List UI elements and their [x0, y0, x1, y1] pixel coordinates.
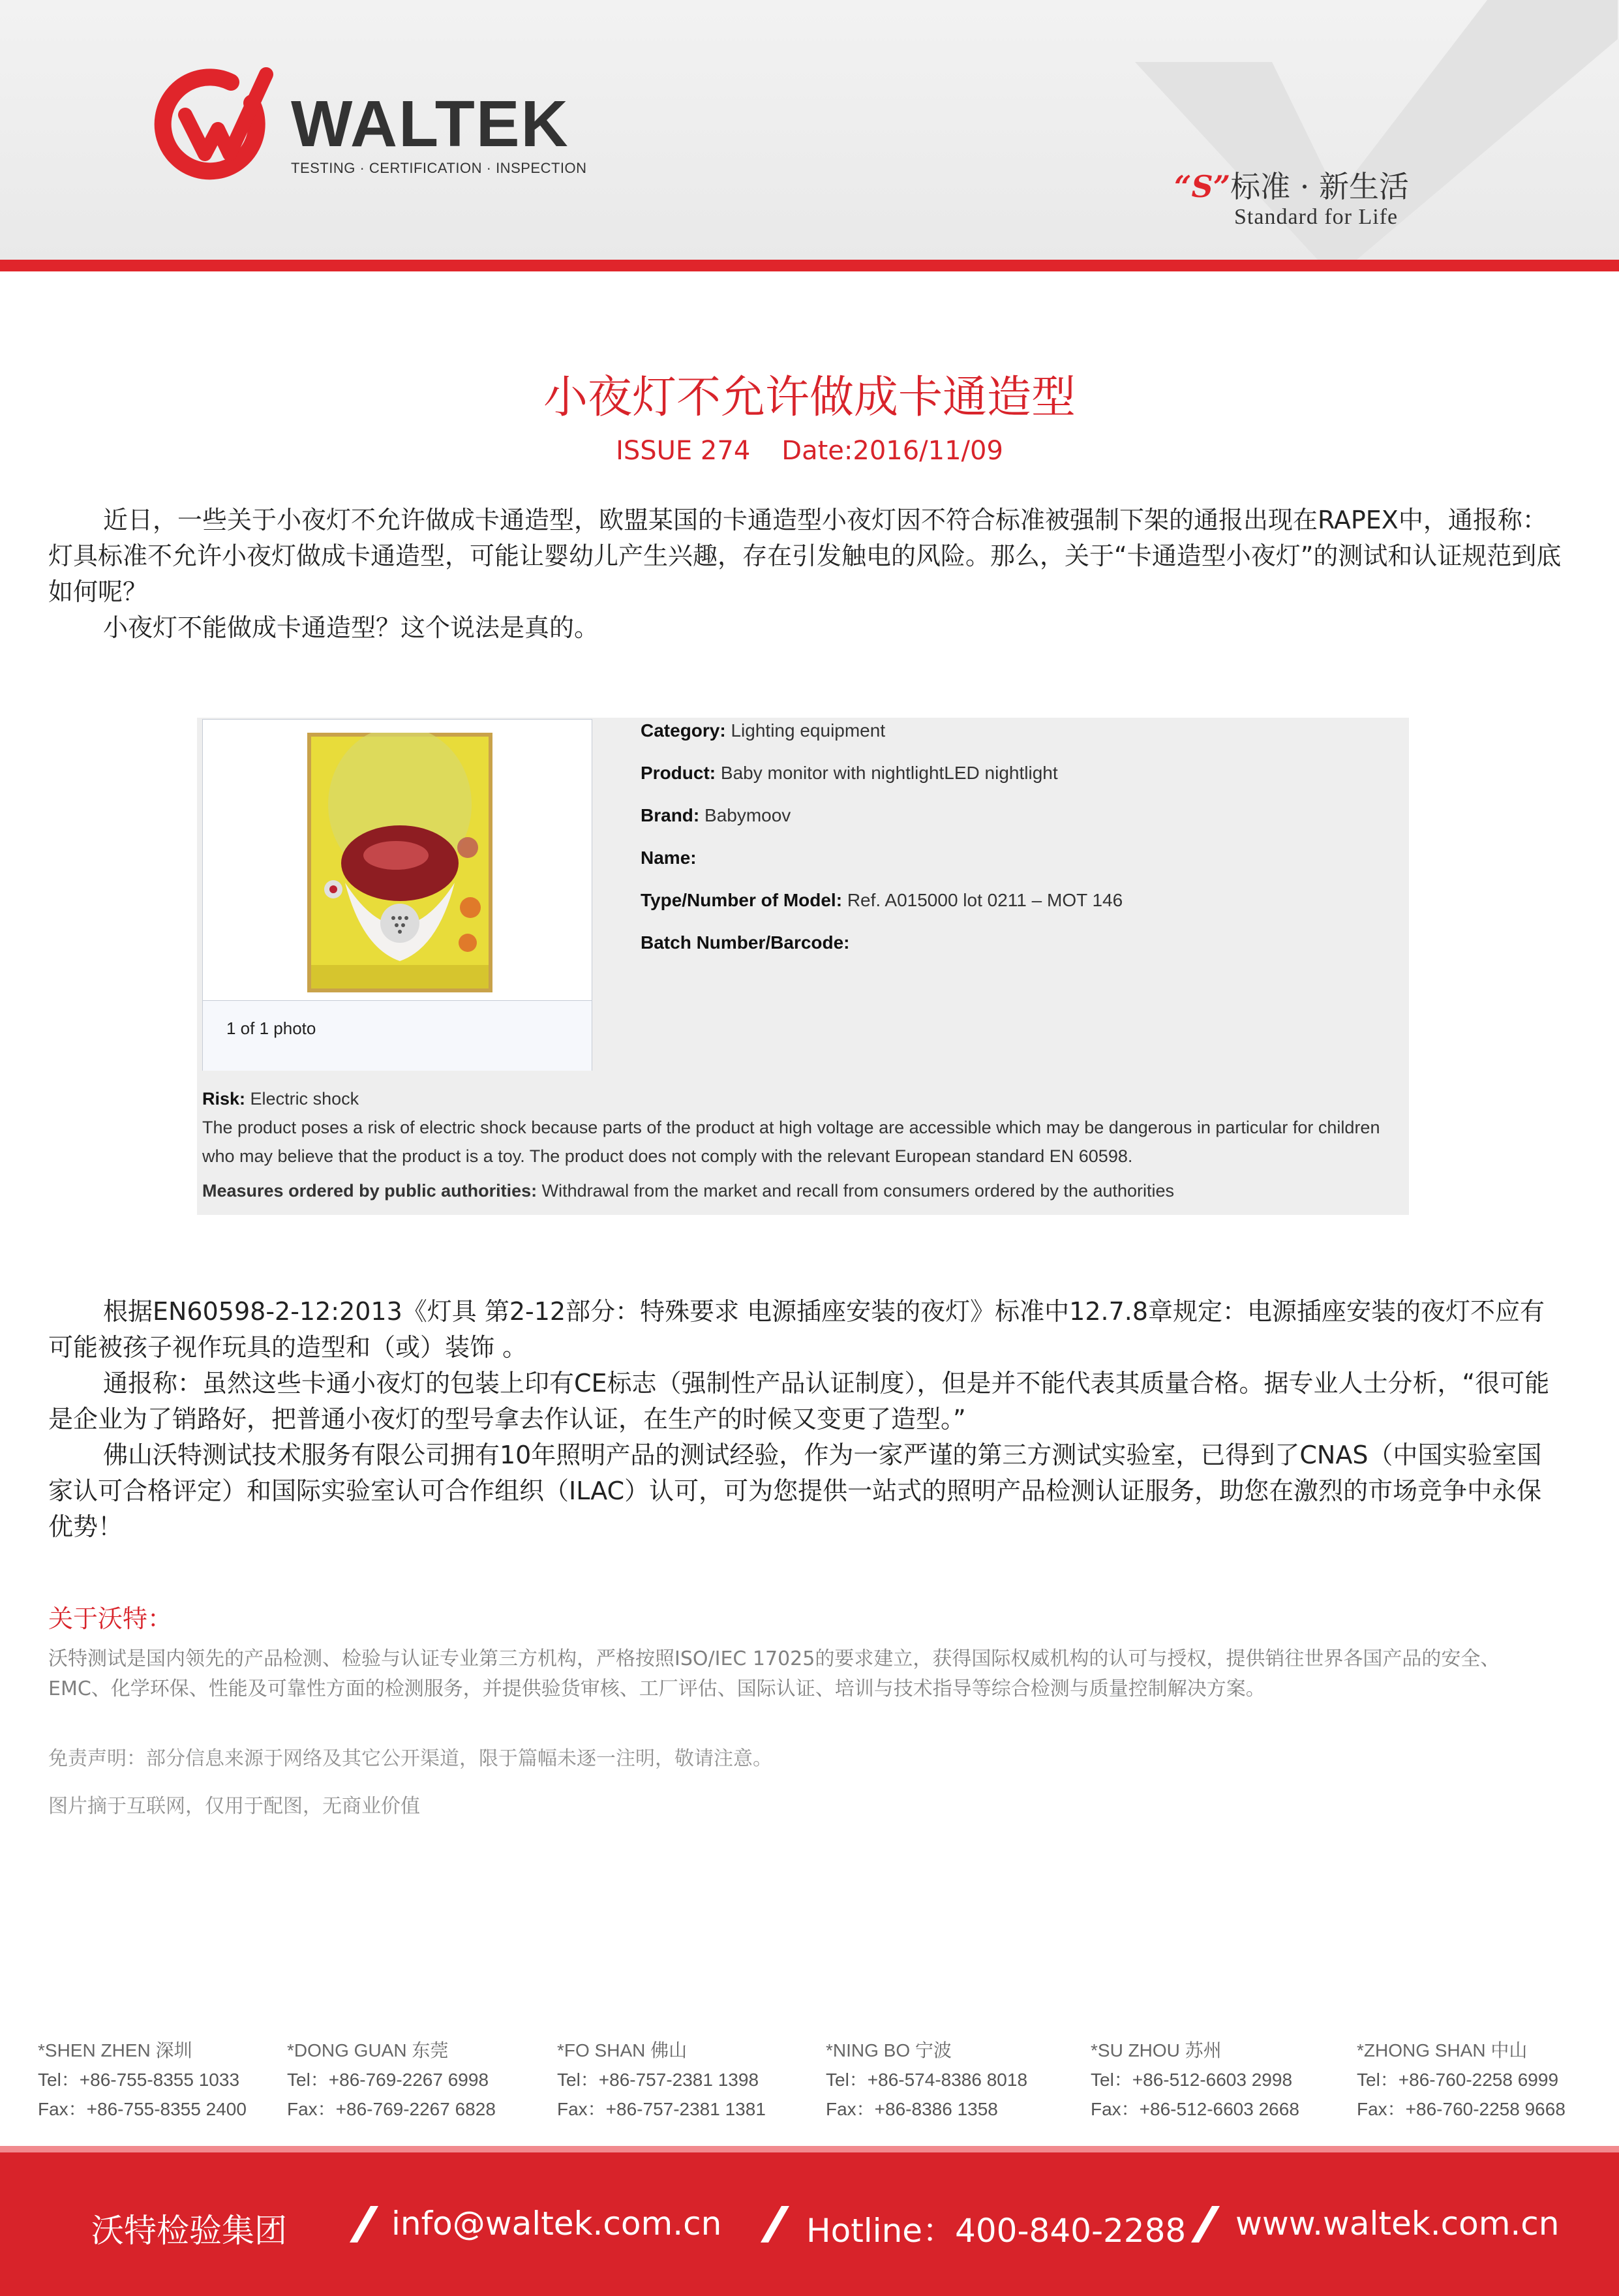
page-footer — [0, 2146, 1619, 2296]
office-tel: Tel：+86-757-2381 1398 — [557, 2070, 759, 2090]
slogan-mark-icon: S — [1191, 169, 1213, 204]
issue-line — [0, 436, 1619, 466]
office-zhongshan — [1357, 2036, 1566, 2124]
office-dongguan — [287, 2036, 496, 2124]
office-ningbo — [826, 2036, 1027, 2124]
body-paragraph-1: 根据EN60598-2-12:2013《灯具 第2-12部分：特殊要求 电源插座安装的夜灯》标准中12.7.8章规定：电源插座安装的夜灯不应有可能被孩子视作玩具的造型和（或）装饰 。 — [48, 1297, 1545, 1362]
slogan-en: Standard for Life — [1234, 205, 1399, 229]
footer-email[interactable]: info@waltek.com.cn — [391, 2205, 722, 2242]
slash-divider-icon — [1191, 2206, 1220, 2242]
article-title: 小夜灯不允许做成卡通造型 — [543, 372, 1076, 423]
brand-field — [641, 805, 791, 826]
risk-value: Electric shock — [250, 1089, 359, 1109]
page-header — [0, 0, 1619, 260]
office-shenzhen — [38, 2036, 247, 2124]
about-text: 沃特测试是国内领先的产品检测、检验与认证专业第三方机构，严格按照ISO/IEC 17025的要求建立，获得国际权威机构的认可与授权，提供销往世界各国产品的安全、EMC、化学环保、性能及可靠性方面的检测服务，并提供验货审核、工厂评估、国际认证、培训与技术指导等综合检测与质量控制解决方案。 — [48, 1647, 1500, 1700]
header-stripe — [0, 260, 1619, 271]
product-photo-image — [307, 733, 492, 992]
slogan-quote-close: ” — [1213, 169, 1231, 204]
office-tel: Tel：+86-755-8355 1033 — [38, 2070, 240, 2090]
brand-value: Babymoov — [704, 805, 791, 825]
office-foshan — [557, 2036, 766, 2124]
category-label: Category: — [641, 720, 726, 741]
measures-field — [202, 1181, 1402, 1201]
office-name: *DONG GUAN 东莞 — [287, 2040, 449, 2060]
body-paragraph-2: 通报称：虽然这些卡通小夜灯的包装上印有CE标志（强制性产品认证制度），但是并不能代表其质量合格。据专业人士分析，“很可能是企业为了销路好，把普通小夜灯的型号拿去作认证，在生产的时候又变更了造型。” — [48, 1369, 1550, 1433]
model-field — [641, 890, 1123, 911]
office-name: *ZHONG SHAN 中山 — [1357, 2040, 1528, 2060]
footer-group-name: 沃特检验集团 — [91, 2212, 287, 2250]
office-tel: Tel：+86-760-2258 6999 — [1357, 2070, 1559, 2090]
office-fax: Fax：+86-755-8355 2400 — [38, 2099, 247, 2119]
brand-tagline: TESTING · CERTIFICATION · INSPECTION — [291, 160, 587, 176]
risk-block — [202, 1084, 1402, 1171]
product-label: Product: — [641, 763, 716, 783]
category-field — [641, 720, 885, 741]
issue-date: Date:2016/11/09 — [781, 436, 1003, 466]
risk-label: Risk: — [202, 1089, 246, 1109]
office-name: *NING BO 宁波 — [826, 2040, 952, 2060]
about-heading: 关于沃特： — [48, 1604, 173, 1633]
intro-paragraph-2: 小夜灯不能做成卡通造型？这个说法是真的。 — [103, 613, 599, 642]
slash-divider-icon — [350, 2206, 378, 2242]
slogan-cn — [1174, 163, 1409, 206]
footer-hotline: Hotline：400-840-2288 — [806, 2212, 1187, 2250]
model-value: Ref. A015000 lot 0211 – MOT 146 — [847, 890, 1123, 910]
intro-paragraph-1: 近日，一些关于小夜灯不允许做成卡通造型，欧盟某国的卡通造型小夜灯因不符合标准被强制下架的通报出现在RAPEX中，通报称：灯具标准不允许小夜灯做成卡通造型，可能让婴幼儿产生兴趣，存在引发触电的风险。那么，关于“卡通造型小夜灯”的测试和认证规范到底如何呢？ — [48, 506, 1562, 606]
risk-description: The product poses a risk of electric shock because parts of the product at high voltage are accessible which may be dangerous in particular for children who may believe that the product is a toy. The product does not comply with the relevant European standard EN 60598. — [202, 1118, 1380, 1166]
picture-note: 图片摘于互联网，仅用于配图，无商业价值 — [48, 1795, 420, 1818]
slogan-quote-open: “ — [1174, 169, 1192, 204]
office-name: *FO SHAN 佛山 — [557, 2040, 688, 2060]
body-paragraph-3: 佛山沃特测试技术服务有限公司拥有10年照明产品的测试经验，作为一家严谨的第三方测试实验室，已得到了CNAS（中国实验室国家认可合格评定）和国际实验室认可合作组织（ILAC）认可，可为您提供一站式的照明产品检测认证服务，助您在激烈的市场竞争中永保优势！ — [48, 1441, 1542, 1541]
disclaimer: 免责声明：部分信息来源于网络及其它公开渠道，限于篇幅未逐一注明，敬请注意。 — [48, 1747, 772, 1770]
body-section — [48, 1294, 1562, 1545]
brand-label: Brand: — [641, 805, 700, 825]
batch-label: Batch Number/Barcode: — [641, 932, 850, 953]
office-tel: Tel：+86-769-2267 6998 — [287, 2070, 489, 2090]
office-fax: Fax：+86-760-2258 9668 — [1357, 2099, 1566, 2119]
office-fax: Fax：+86-512-6603 2668 — [1091, 2099, 1299, 2119]
photo-count[interactable]: 1 of 1 photo — [226, 1018, 316, 1038]
product-field — [641, 763, 1058, 784]
office-tel: Tel：+86-574-8386 8018 — [826, 2070, 1028, 2090]
office-tel: Tel：+86-512-6603 2998 — [1091, 2070, 1293, 2090]
measures-label: Measures ordered by public authorities: — [202, 1181, 537, 1201]
waltek-logo-icon — [154, 63, 278, 187]
office-fax: Fax：+86-8386 1358 — [826, 2099, 998, 2119]
brand-name: WALTEK — [291, 87, 569, 161]
office-fax: Fax：+86-769-2267 6828 — [287, 2099, 496, 2119]
intro-section — [48, 502, 1562, 646]
office-fax: Fax：+86-757-2381 1381 — [557, 2099, 766, 2119]
slogan-cn-text: 标准 · 新生活 — [1230, 169, 1410, 204]
office-name: *SHEN ZHEN 深圳 — [38, 2040, 192, 2060]
rapex-notification-figure — [197, 718, 1409, 1215]
footer-website[interactable]: www.waltek.com.cn — [1235, 2205, 1560, 2242]
name-label: Name: — [641, 848, 697, 868]
name-field — [641, 848, 697, 868]
office-suzhou — [1091, 2036, 1299, 2124]
issue-number: ISSUE 274 — [616, 436, 751, 466]
slash-divider-icon — [761, 2206, 789, 2242]
footer-top-stripe — [0, 2146, 1619, 2152]
product-value: Baby monitor with nightlightLED nightlight — [720, 763, 1058, 783]
measures-value: Withdrawal from the market and recall from consumers ordered by the authorities — [541, 1181, 1175, 1201]
office-name: *SU ZHOU 苏州 — [1091, 2040, 1222, 2060]
model-label: Type/Number of Model: — [641, 890, 843, 910]
category-value: Lighting equipment — [731, 720, 886, 741]
batch-field — [641, 932, 850, 953]
photo-frame — [202, 719, 592, 1071]
